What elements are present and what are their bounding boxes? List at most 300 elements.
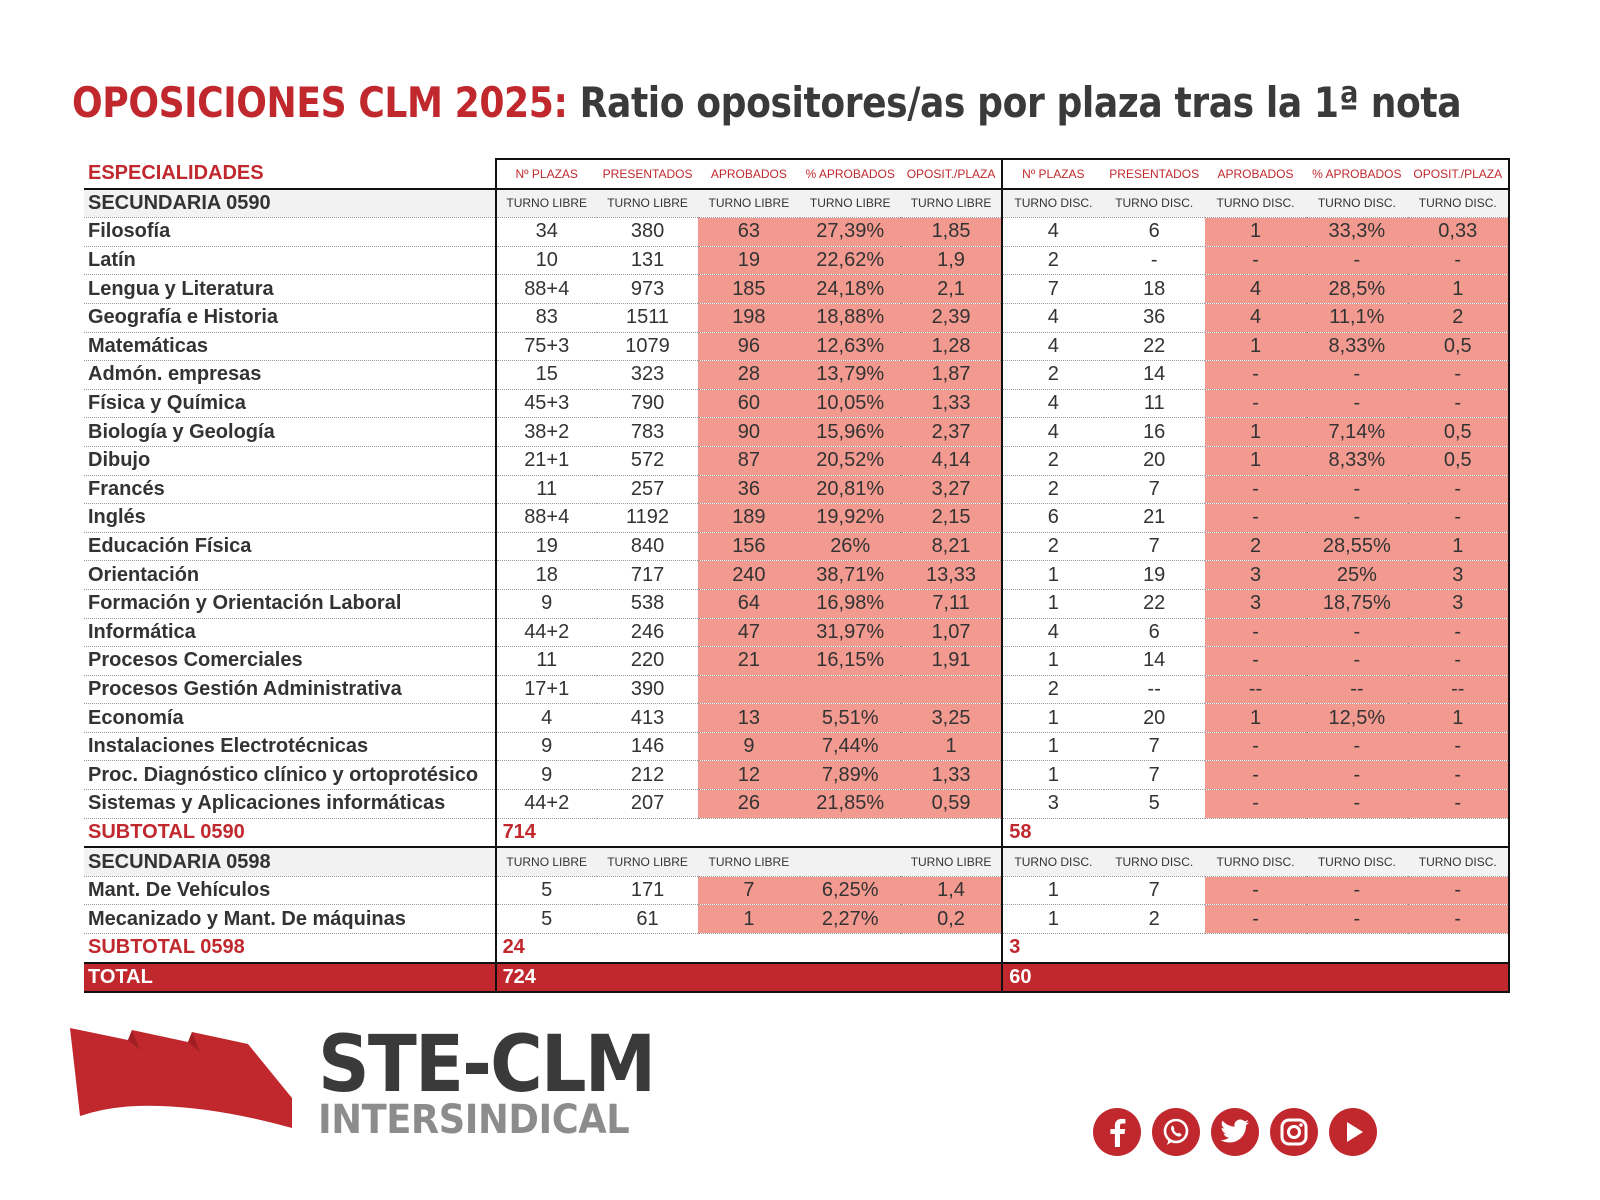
table-cell: 4	[1002, 218, 1103, 247]
table-cell: 75+3	[496, 332, 597, 361]
table-cell: 380	[597, 218, 698, 247]
table-cell: 6	[1002, 504, 1103, 533]
table-cell: 2	[1002, 532, 1103, 561]
column-header: OPOSIT./PLAZA	[901, 159, 1002, 189]
table-cell: 45+3	[496, 389, 597, 418]
subtotal-disc-value: 60	[1002, 963, 1509, 993]
table-cell: 27,39%	[800, 218, 901, 247]
table-cell: -	[1306, 389, 1407, 418]
turno-label: TURNO DISC.	[1306, 847, 1407, 876]
table-cell: 3	[1205, 561, 1306, 590]
table-cell: 0,2	[901, 905, 1002, 934]
table-cell: -	[1408, 876, 1509, 905]
column-header: Nº PLAZAS	[496, 159, 597, 189]
table-cell: 246	[597, 618, 698, 647]
turno-label: TURNO DISC.	[1205, 847, 1306, 876]
table-cell: 88+4	[496, 275, 597, 304]
especialidad-name: Procesos Gestión Administrativa	[84, 675, 496, 704]
table-cell: 1,4	[901, 876, 1002, 905]
results-table	[84, 158, 1510, 993]
especialidad-name: Educación Física	[84, 532, 496, 561]
table-cell: 38,71%	[800, 561, 901, 590]
table-cell: 14	[1104, 361, 1205, 390]
table-cell: 1	[1002, 761, 1103, 790]
table-cell: 12,63%	[800, 332, 901, 361]
table-cell: -	[1205, 246, 1306, 275]
especialidad-name: Geografía e Historia	[84, 303, 496, 332]
turno-label: TURNO DISC.	[1002, 847, 1103, 876]
column-header: APROBADOS	[698, 159, 799, 189]
table-cell: 15,96%	[800, 418, 901, 447]
table-row	[84, 761, 1509, 790]
table-row	[84, 647, 1509, 676]
table-cell: 783	[597, 418, 698, 447]
table-row	[84, 246, 1509, 275]
especialidad-name: Admón. empresas	[84, 361, 496, 390]
table-cell: 96	[698, 332, 799, 361]
table-cell: -	[1104, 246, 1205, 275]
table-cell: 2,37	[901, 418, 1002, 447]
table-cell: 2	[1002, 361, 1103, 390]
table-cell: 22,62%	[800, 246, 901, 275]
table-cell: 2,39	[901, 303, 1002, 332]
table-cell: 156	[698, 532, 799, 561]
table-cell: 1192	[597, 504, 698, 533]
turno-label: TURNO LIBRE	[496, 189, 597, 218]
turno-label: TURNO LIBRE	[698, 847, 799, 876]
table-cell: 790	[597, 389, 698, 418]
table-cell: 44+2	[496, 790, 597, 819]
especialidad-name: Sistemas y Aplicaciones informáticas	[84, 790, 496, 819]
table-cell: 19	[496, 532, 597, 561]
especialidad-name: Formación y Orientación Laboral	[84, 589, 496, 618]
table-cell: 7,14%	[1306, 418, 1407, 447]
column-header: % APROBADOS	[1306, 159, 1407, 189]
table-cell: -	[1306, 732, 1407, 761]
especialidad-name: Proc. Diagnóstico clínico y ortoprotésico	[84, 761, 496, 790]
table-cell: 2	[1104, 905, 1205, 934]
table-cell: 3	[1408, 561, 1509, 590]
table-row	[84, 418, 1509, 447]
column-header: % APROBADOS	[800, 159, 901, 189]
subtotal-disc-value: 3	[1002, 934, 1509, 963]
table-cell: -	[1306, 790, 1407, 819]
table-row	[84, 790, 1509, 819]
table-row	[84, 561, 1509, 590]
table-cell: 2	[1002, 446, 1103, 475]
table-row	[84, 905, 1509, 934]
table-cell: 2	[1205, 532, 1306, 561]
table-cell: 10	[496, 246, 597, 275]
total-row	[84, 963, 1509, 993]
table-cell: 6,25%	[800, 876, 901, 905]
table-cell: 61	[597, 905, 698, 934]
table-row	[84, 475, 1509, 504]
table-cell: -	[1306, 647, 1407, 676]
total-label: TOTAL	[84, 963, 496, 993]
especialidad-name: Lengua y Literatura	[84, 275, 496, 304]
table-cell: 16,98%	[800, 589, 901, 618]
table-cell: -	[1205, 790, 1306, 819]
table-cell: -	[1306, 246, 1407, 275]
table-cell: 413	[597, 704, 698, 733]
table-cell: -	[1408, 504, 1509, 533]
table-cell: 1	[1205, 418, 1306, 447]
table-cell: --	[1205, 675, 1306, 704]
table-cell: 323	[597, 361, 698, 390]
table-cell: 5	[496, 905, 597, 934]
table-cell: 21,85%	[800, 790, 901, 819]
table-cell: 2	[1408, 303, 1509, 332]
table-row	[84, 675, 1509, 704]
table-cell: 11	[1104, 389, 1205, 418]
table-cell: -	[1205, 905, 1306, 934]
especialidad-name: Orientación	[84, 561, 496, 590]
table-cell: -	[1408, 475, 1509, 504]
table-cell: 1	[1408, 275, 1509, 304]
table-cell	[901, 675, 1002, 704]
subtotal-row	[84, 818, 1509, 847]
table-cell: 24,18%	[800, 275, 901, 304]
table-row	[84, 704, 1509, 733]
table-cell: -	[1408, 790, 1509, 819]
table-cell: 7	[1104, 532, 1205, 561]
table-cell: 8,33%	[1306, 332, 1407, 361]
table-cell	[698, 675, 799, 704]
table-cell: 7	[1104, 761, 1205, 790]
table-cell: 2,27%	[800, 905, 901, 934]
turno-label	[800, 847, 901, 876]
table-cell: 18,88%	[800, 303, 901, 332]
table-cell: 88+4	[496, 504, 597, 533]
table-cell: 1	[1205, 218, 1306, 247]
table-cell: 4	[1002, 303, 1103, 332]
ste-flag-logo	[70, 1028, 300, 1133]
table-cell: 390	[597, 675, 698, 704]
turno-label: TURNO DISC.	[1408, 847, 1509, 876]
turno-label: TURNO LIBRE	[800, 189, 901, 218]
table-cell: 15	[496, 361, 597, 390]
table-cell: 1	[1002, 732, 1103, 761]
table-row	[84, 532, 1509, 561]
turno-label: TURNO LIBRE	[597, 189, 698, 218]
turno-label: TURNO DISC.	[1205, 189, 1306, 218]
table-cell: 1	[1002, 704, 1103, 733]
table-cell: 1511	[597, 303, 698, 332]
table-cell: 20	[1104, 704, 1205, 733]
table-cell: 6	[1104, 618, 1205, 647]
table-cell: 9	[496, 589, 597, 618]
table-cell: 1,91	[901, 647, 1002, 676]
table-cell: 1,87	[901, 361, 1002, 390]
table-cell: 19	[698, 246, 799, 275]
especialidad-name: Mant. De Vehículos	[84, 876, 496, 905]
especialidad-name: Francés	[84, 475, 496, 504]
table-cell: -	[1205, 618, 1306, 647]
column-header: Nº PLAZAS	[1002, 159, 1103, 189]
table-cell: 9	[496, 732, 597, 761]
section-name: SECUNDARIA 0598	[84, 847, 496, 876]
especialidad-name: Procesos Comerciales	[84, 647, 496, 676]
table-cell: 31,97%	[800, 618, 901, 647]
table-cell: -	[1306, 761, 1407, 790]
table-cell: --	[1104, 675, 1205, 704]
turno-label: TURNO DISC.	[1002, 189, 1103, 218]
table-cell: 19	[1104, 561, 1205, 590]
table-cell: -	[1306, 361, 1407, 390]
table-cell: 19,92%	[800, 504, 901, 533]
subtotal-libre-value: 24	[496, 934, 1003, 963]
table-cell: -	[1306, 618, 1407, 647]
turno-label: TURNO LIBRE	[901, 847, 1002, 876]
subtotal-disc-value: 58	[1002, 818, 1509, 847]
table-header-row	[84, 159, 1509, 189]
especialidad-name: Matemáticas	[84, 332, 496, 361]
ste-logo-text	[318, 1020, 684, 1143]
especialidad-name: Dibujo	[84, 446, 496, 475]
table-row	[84, 332, 1509, 361]
table-cell: 1	[1205, 446, 1306, 475]
table-cell: 21	[1104, 504, 1205, 533]
table-row	[84, 732, 1509, 761]
table-cell: -	[1408, 618, 1509, 647]
table-cell: -	[1205, 475, 1306, 504]
table-cell: 3,27	[901, 475, 1002, 504]
table-cell: 5	[1104, 790, 1205, 819]
especialidad-name: Mecanizado y Mant. De máquinas	[84, 905, 496, 934]
table-cell: 1	[1205, 332, 1306, 361]
table-cell: -	[1205, 732, 1306, 761]
table-cell: 4	[496, 704, 597, 733]
table-cell: 8,21	[901, 532, 1002, 561]
logo-main-text: STE-CLM	[318, 1020, 655, 1110]
table-cell: 171	[597, 876, 698, 905]
table-cell: 1	[698, 905, 799, 934]
table-cell: 185	[698, 275, 799, 304]
table-cell: 198	[698, 303, 799, 332]
table-cell: 13,33	[901, 561, 1002, 590]
turno-label: TURNO LIBRE	[698, 189, 799, 218]
table-row	[84, 275, 1509, 304]
table-cell: 28	[698, 361, 799, 390]
table-cell: 33,3%	[1306, 218, 1407, 247]
section-header-row	[84, 847, 1509, 876]
table-cell: 2	[1002, 475, 1103, 504]
table-cell: 63	[698, 218, 799, 247]
table-cell: 64	[698, 589, 799, 618]
table-cell: 14	[1104, 647, 1205, 676]
table-cell: 146	[597, 732, 698, 761]
table-row	[84, 303, 1509, 332]
table-cell: 717	[597, 561, 698, 590]
page-title	[72, 78, 1462, 127]
especialidad-name: Instalaciones Electrotécnicas	[84, 732, 496, 761]
table-cell: 26	[698, 790, 799, 819]
table-cell: 26%	[800, 532, 901, 561]
table-cell: 1	[1002, 905, 1103, 934]
table-cell: 18	[496, 561, 597, 590]
table-cell: 13	[698, 704, 799, 733]
table-cell: 0,59	[901, 790, 1002, 819]
table-cell: 20,52%	[800, 446, 901, 475]
table-cell: 1	[1205, 704, 1306, 733]
table-cell: 131	[597, 246, 698, 275]
table-cell: 1,07	[901, 618, 1002, 647]
table-cell: 36	[698, 475, 799, 504]
youtube-icon[interactable]	[1329, 1108, 1377, 1156]
table-cell: 1	[1408, 532, 1509, 561]
table-cell: 60	[698, 389, 799, 418]
table-cell: 9	[496, 761, 597, 790]
table-row	[84, 446, 1509, 475]
table-cell: 1,9	[901, 246, 1002, 275]
table-cell: 7	[1104, 732, 1205, 761]
table-cell: 840	[597, 532, 698, 561]
table-cell: -	[1408, 761, 1509, 790]
table-cell: 2	[1002, 675, 1103, 704]
table-cell: 7	[1104, 475, 1205, 504]
table-cell: 5	[496, 876, 597, 905]
table-cell: 11,1%	[1306, 303, 1407, 332]
table-cell: 87	[698, 446, 799, 475]
subtotal-libre-value: 714	[496, 818, 1003, 847]
table-row	[84, 504, 1509, 533]
section-header-row	[84, 189, 1509, 218]
table-cell: 11	[496, 647, 597, 676]
table-row	[84, 618, 1509, 647]
table-row	[84, 218, 1509, 247]
table-cell: -	[1205, 361, 1306, 390]
table-cell: 3	[1002, 790, 1103, 819]
table-cell: 6	[1104, 218, 1205, 247]
table-cell: 2,1	[901, 275, 1002, 304]
table-cell: 4	[1205, 303, 1306, 332]
table-cell: --	[1306, 675, 1407, 704]
turno-label: TURNO DISC.	[1408, 189, 1509, 218]
table-cell: 17+1	[496, 675, 597, 704]
especialidad-name: Inglés	[84, 504, 496, 533]
table-cell: 220	[597, 647, 698, 676]
table-cell: 3	[1408, 589, 1509, 618]
table-cell: 38+2	[496, 418, 597, 447]
table-cell: 0,5	[1408, 446, 1509, 475]
table-cell: 1	[901, 732, 1002, 761]
table-cell: 16,15%	[800, 647, 901, 676]
table-cell: 28,55%	[1306, 532, 1407, 561]
turno-label: TURNO DISC.	[1104, 847, 1205, 876]
especialidad-name: Informática	[84, 618, 496, 647]
table-cell: 2,15	[901, 504, 1002, 533]
especialidad-name: Biología y Geología	[84, 418, 496, 447]
twitter-icon[interactable]	[1211, 1108, 1259, 1156]
table-cell: 90	[698, 418, 799, 447]
title-part1: OPOSICIONES CLM 2025:	[72, 78, 568, 127]
instagram-icon[interactable]	[1270, 1108, 1318, 1156]
table-cell: 0,33	[1408, 218, 1509, 247]
table-cell: -	[1408, 905, 1509, 934]
especialidad-name: Latín	[84, 246, 496, 275]
table-cell: 13,79%	[800, 361, 901, 390]
table-cell: 1	[1408, 704, 1509, 733]
table-cell: 44+2	[496, 618, 597, 647]
column-header: APROBADOS	[1205, 159, 1306, 189]
table-row	[84, 389, 1509, 418]
table-row	[84, 876, 1509, 905]
table-cell: 4,14	[901, 446, 1002, 475]
table-cell: -	[1205, 504, 1306, 533]
table-cell: 1	[1002, 647, 1103, 676]
table-row	[84, 589, 1509, 618]
especialidades-header: ESPECIALIDADES	[84, 159, 496, 189]
table-cell: 11	[496, 475, 597, 504]
table-cell: 8,33%	[1306, 446, 1407, 475]
table-cell: 1,28	[901, 332, 1002, 361]
especialidad-name: Filosofía	[84, 218, 496, 247]
table-cell: 7	[1104, 876, 1205, 905]
table-cell: -	[1306, 475, 1407, 504]
table-cell: 4	[1002, 332, 1103, 361]
table-cell: 36	[1104, 303, 1205, 332]
subtotal-libre-value: 724	[496, 963, 1003, 993]
table-cell: 3,25	[901, 704, 1002, 733]
especialidad-name: Física y Química	[84, 389, 496, 418]
column-header: PRESENTADOS	[1104, 159, 1205, 189]
table-cell: 7,89%	[800, 761, 901, 790]
table-cell: 4	[1002, 418, 1103, 447]
section-name: SECUNDARIA 0590	[84, 189, 496, 218]
table-cell: 21+1	[496, 446, 597, 475]
table-cell: -	[1306, 905, 1407, 934]
turno-label: TURNO LIBRE	[496, 847, 597, 876]
table-cell: 240	[698, 561, 799, 590]
whatsapp-icon[interactable]	[1152, 1108, 1200, 1156]
table-cell	[800, 675, 901, 704]
table-cell: -	[1408, 246, 1509, 275]
table-cell: -	[1205, 761, 1306, 790]
table-cell: 1,33	[901, 761, 1002, 790]
table-cell: 22	[1104, 332, 1205, 361]
table-cell: 973	[597, 275, 698, 304]
subtotal-row	[84, 934, 1509, 963]
table-cell: 83	[496, 303, 597, 332]
facebook-icon[interactable]	[1093, 1108, 1141, 1156]
social-icons	[1093, 1108, 1377, 1156]
table-cell: 0,5	[1408, 418, 1509, 447]
table-cell: -	[1408, 361, 1509, 390]
table-cell: 7	[1002, 275, 1103, 304]
table-cell: 12	[698, 761, 799, 790]
table-cell: 4	[1002, 389, 1103, 418]
turno-label: TURNO LIBRE	[597, 847, 698, 876]
turno-label: TURNO DISC.	[1104, 189, 1205, 218]
table-cell: 22	[1104, 589, 1205, 618]
table-cell: 9	[698, 732, 799, 761]
especialidad-name: Economía	[84, 704, 496, 733]
table-cell: 1,85	[901, 218, 1002, 247]
turno-label: TURNO DISC.	[1306, 189, 1407, 218]
table-cell: 0,5	[1408, 332, 1509, 361]
table-cell: -	[1306, 504, 1407, 533]
table-cell: 25%	[1306, 561, 1407, 590]
table-cell: 12,5%	[1306, 704, 1407, 733]
table-cell: 21	[698, 647, 799, 676]
table-cell: 20	[1104, 446, 1205, 475]
logo-sub-text: INTERSINDICAL	[318, 1097, 630, 1143]
table-cell: 47	[698, 618, 799, 647]
table-cell: -	[1205, 876, 1306, 905]
table-cell: 1	[1002, 876, 1103, 905]
table-cell: 257	[597, 475, 698, 504]
